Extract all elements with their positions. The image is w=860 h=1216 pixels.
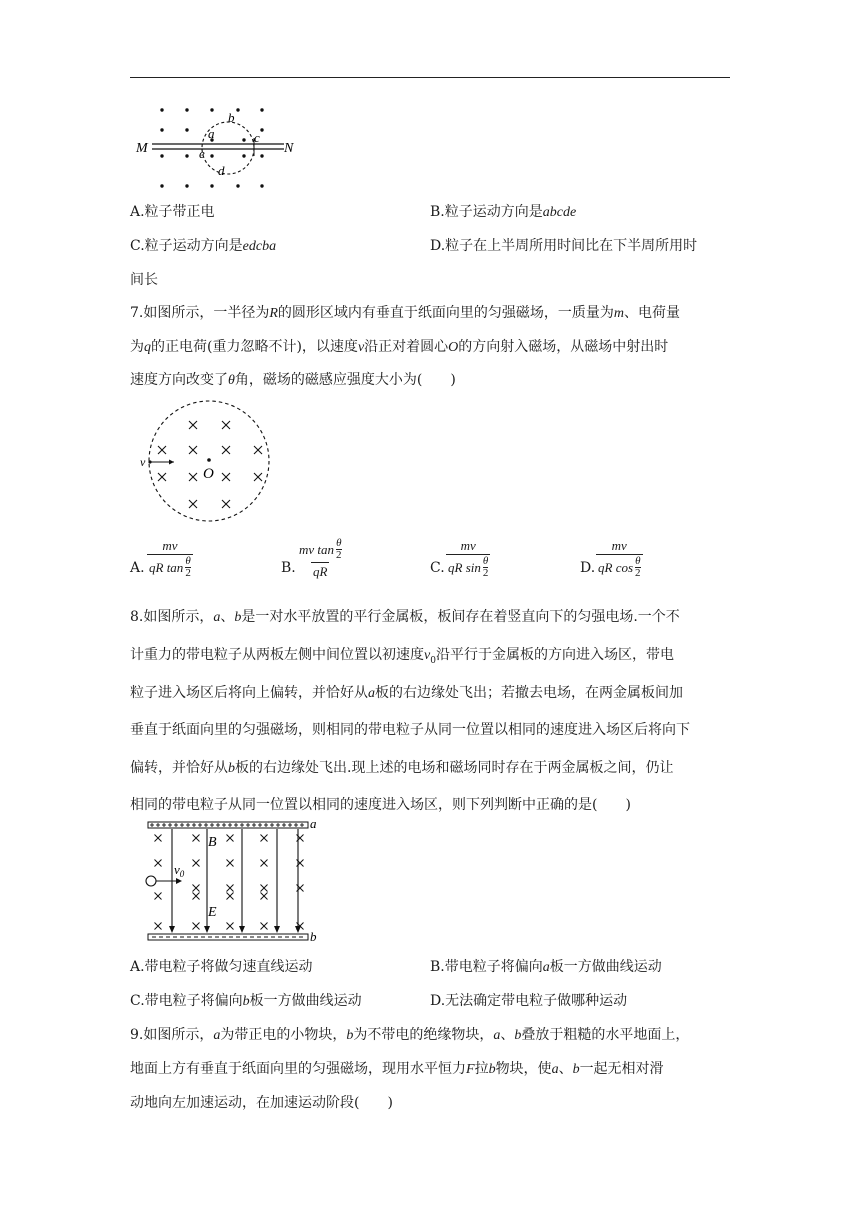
field-cross — [158, 473, 166, 481]
q7-option-b-formula: mv tan θ 2 qR — [299, 537, 342, 579]
label-b: b — [228, 110, 235, 125]
q6-option-d: D.粒子在上半周所用时间比在下半周所用时 — [430, 238, 698, 254]
label-a: a — [208, 126, 215, 141]
field-dot — [242, 154, 245, 157]
field-dot — [185, 128, 188, 131]
label-e: e — [199, 146, 205, 161]
field-dot — [260, 128, 263, 131]
field-cross — [227, 885, 234, 892]
field-cross — [155, 835, 162, 842]
field-dot — [210, 108, 213, 111]
q8-stem-line3: 粒子进入场区后将向上偏转，并恰好从a板的右边缘处飞出；若撤去电场，在两金属板间加 — [130, 685, 683, 701]
q7-stem-line1: 7.如图所示，一半径为R的圆形区域内有垂直于纸面向里的匀强磁场，一质量为m、电荷量 — [130, 305, 681, 321]
field-cross — [227, 923, 234, 930]
label-c: c — [254, 130, 260, 145]
field-dot — [260, 108, 263, 111]
field-dot — [260, 184, 263, 187]
q6-option-c: C.粒子运动方向是edcba — [130, 238, 277, 254]
q8-stem-line5: 偏转，并恰好从b板的右边缘处飞出.现上述的电场和磁场同时存在于两金属板之间，仍让 — [130, 760, 674, 776]
field-cross — [193, 835, 200, 842]
q8-stem-line4: 垂直于纸面向里的匀强磁场，则相同的带电粒子从同一位置以相同的速度进入场区后将向下 — [130, 722, 690, 738]
field-arrow — [295, 829, 301, 933]
field-cross — [227, 893, 234, 900]
q7-stem-line2: 为q的正电荷(重力忽略不计)，以速度v沿正对着圆心O的方向射入磁场，从磁场中射出时 — [130, 339, 669, 355]
field-cross — [189, 421, 197, 429]
header-rule — [130, 77, 730, 78]
q7-option-c-formula: mv qR sin θ 2 — [448, 538, 489, 579]
label-N: N — [284, 141, 294, 156]
field-cross — [155, 923, 162, 930]
q7-option-b-label: B. — [281, 560, 296, 576]
q7-stem-line3: 速度方向改变了θ角，磁场的磁感应强度大小为( ) — [130, 372, 456, 388]
field-cross — [261, 893, 268, 900]
field-dot — [185, 108, 188, 111]
q7-option-d-label: D. — [580, 560, 596, 576]
field-dot — [160, 128, 163, 131]
field-cross — [261, 860, 268, 867]
q8-option-a: A.带电粒子将做匀速直线运动 — [130, 959, 313, 975]
field-cross — [193, 885, 200, 892]
plate-b-label: b — [310, 929, 317, 944]
field-cross — [189, 473, 197, 481]
q9-stem-line3: 动地向左加速运动，在加速运动阶段( ) — [130, 1095, 393, 1111]
q8-figure — [140, 816, 325, 946]
field-cross — [158, 446, 166, 454]
field-dot — [160, 184, 163, 187]
q6-figure — [132, 100, 302, 200]
q9-stem-line2: 地面上方有垂直于纸面向里的匀强磁场，现用水平恒力F拉b物块，使a、b一起无相对滑 — [130, 1061, 664, 1077]
field-arrow — [274, 829, 280, 933]
field-cross — [222, 500, 230, 508]
q8-stem-line2: 计重力的带电粒子从两板左侧中间位置以初速度$v_0$沿平行于金属板的方向进入场区，带电 — [130, 647, 674, 666]
field-dot — [185, 154, 188, 157]
q7-option-a-label: A. — [130, 560, 145, 576]
label-B: B — [208, 835, 217, 850]
q7-figure — [138, 400, 278, 525]
field-cross — [193, 893, 200, 900]
q6-option-a: A.粒子带正电 — [130, 204, 215, 220]
q8-option-c: C.带电粒子将偏向b板一方做曲线运动 — [130, 993, 362, 1009]
label-v0: $v_0$ — [174, 862, 185, 879]
field-cross — [155, 860, 162, 867]
field-arrow — [239, 829, 245, 933]
field-cross — [227, 860, 234, 867]
field-dot — [242, 138, 245, 141]
field-cross — [155, 893, 162, 900]
label-O: O — [203, 466, 214, 482]
q9-stem-line1: 9.如图所示，a为带正电的小物块，b为不带电的绝缘物块，a、b叠放于粗糙的水平地面上， — [130, 1027, 690, 1043]
q8-option-b: B.带电粒子将偏向a板一方做曲线运动 — [430, 959, 662, 975]
field-dot — [185, 184, 188, 187]
q7-option-a-formula: mv qR tan θ 2 — [149, 538, 191, 579]
label-E: E — [208, 905, 217, 920]
field-dot — [210, 154, 213, 157]
q8-stem-line6: 相同的带电粒子从同一位置以相同的速度进入场区，则下列判断中正确的是( ) — [130, 797, 631, 813]
field-cross — [193, 923, 200, 930]
q8-option-d: D.无法确定带电粒子做哪种运动 — [430, 993, 628, 1009]
field-dot — [210, 184, 213, 187]
field-cross — [254, 473, 262, 481]
label-d: d — [218, 163, 225, 178]
field-cross — [261, 923, 268, 930]
q8-stem-line1: 8.如图所示，a、b是一对水平放置的平行金属板，板间存在着竖直向下的匀强电场.一个不 — [130, 609, 680, 625]
q6-option-b: B.粒子运动方向是abcde — [430, 204, 577, 220]
field-cross — [222, 473, 230, 481]
field-cross — [261, 885, 268, 892]
q7-option-c-label: C. — [430, 560, 445, 576]
field-cross — [189, 446, 197, 454]
q7-option-d-formula: mv qR cos θ 2 — [598, 538, 641, 579]
field-dot — [236, 184, 239, 187]
label-M: M — [136, 141, 148, 156]
plate-a-label: a — [310, 816, 317, 831]
field-cross — [222, 421, 230, 429]
field-dot — [160, 154, 163, 157]
field-cross — [222, 446, 230, 454]
field-cross — [189, 500, 197, 508]
field-dot — [160, 108, 163, 111]
label-v: v — [140, 455, 146, 469]
field-cross — [227, 835, 234, 842]
q6-option-d-cont: 间长 — [130, 272, 158, 288]
field-dot — [260, 154, 263, 157]
field-dot — [236, 108, 239, 111]
field-cross — [261, 835, 268, 842]
field-cross — [193, 860, 200, 867]
field-cross — [254, 446, 262, 454]
